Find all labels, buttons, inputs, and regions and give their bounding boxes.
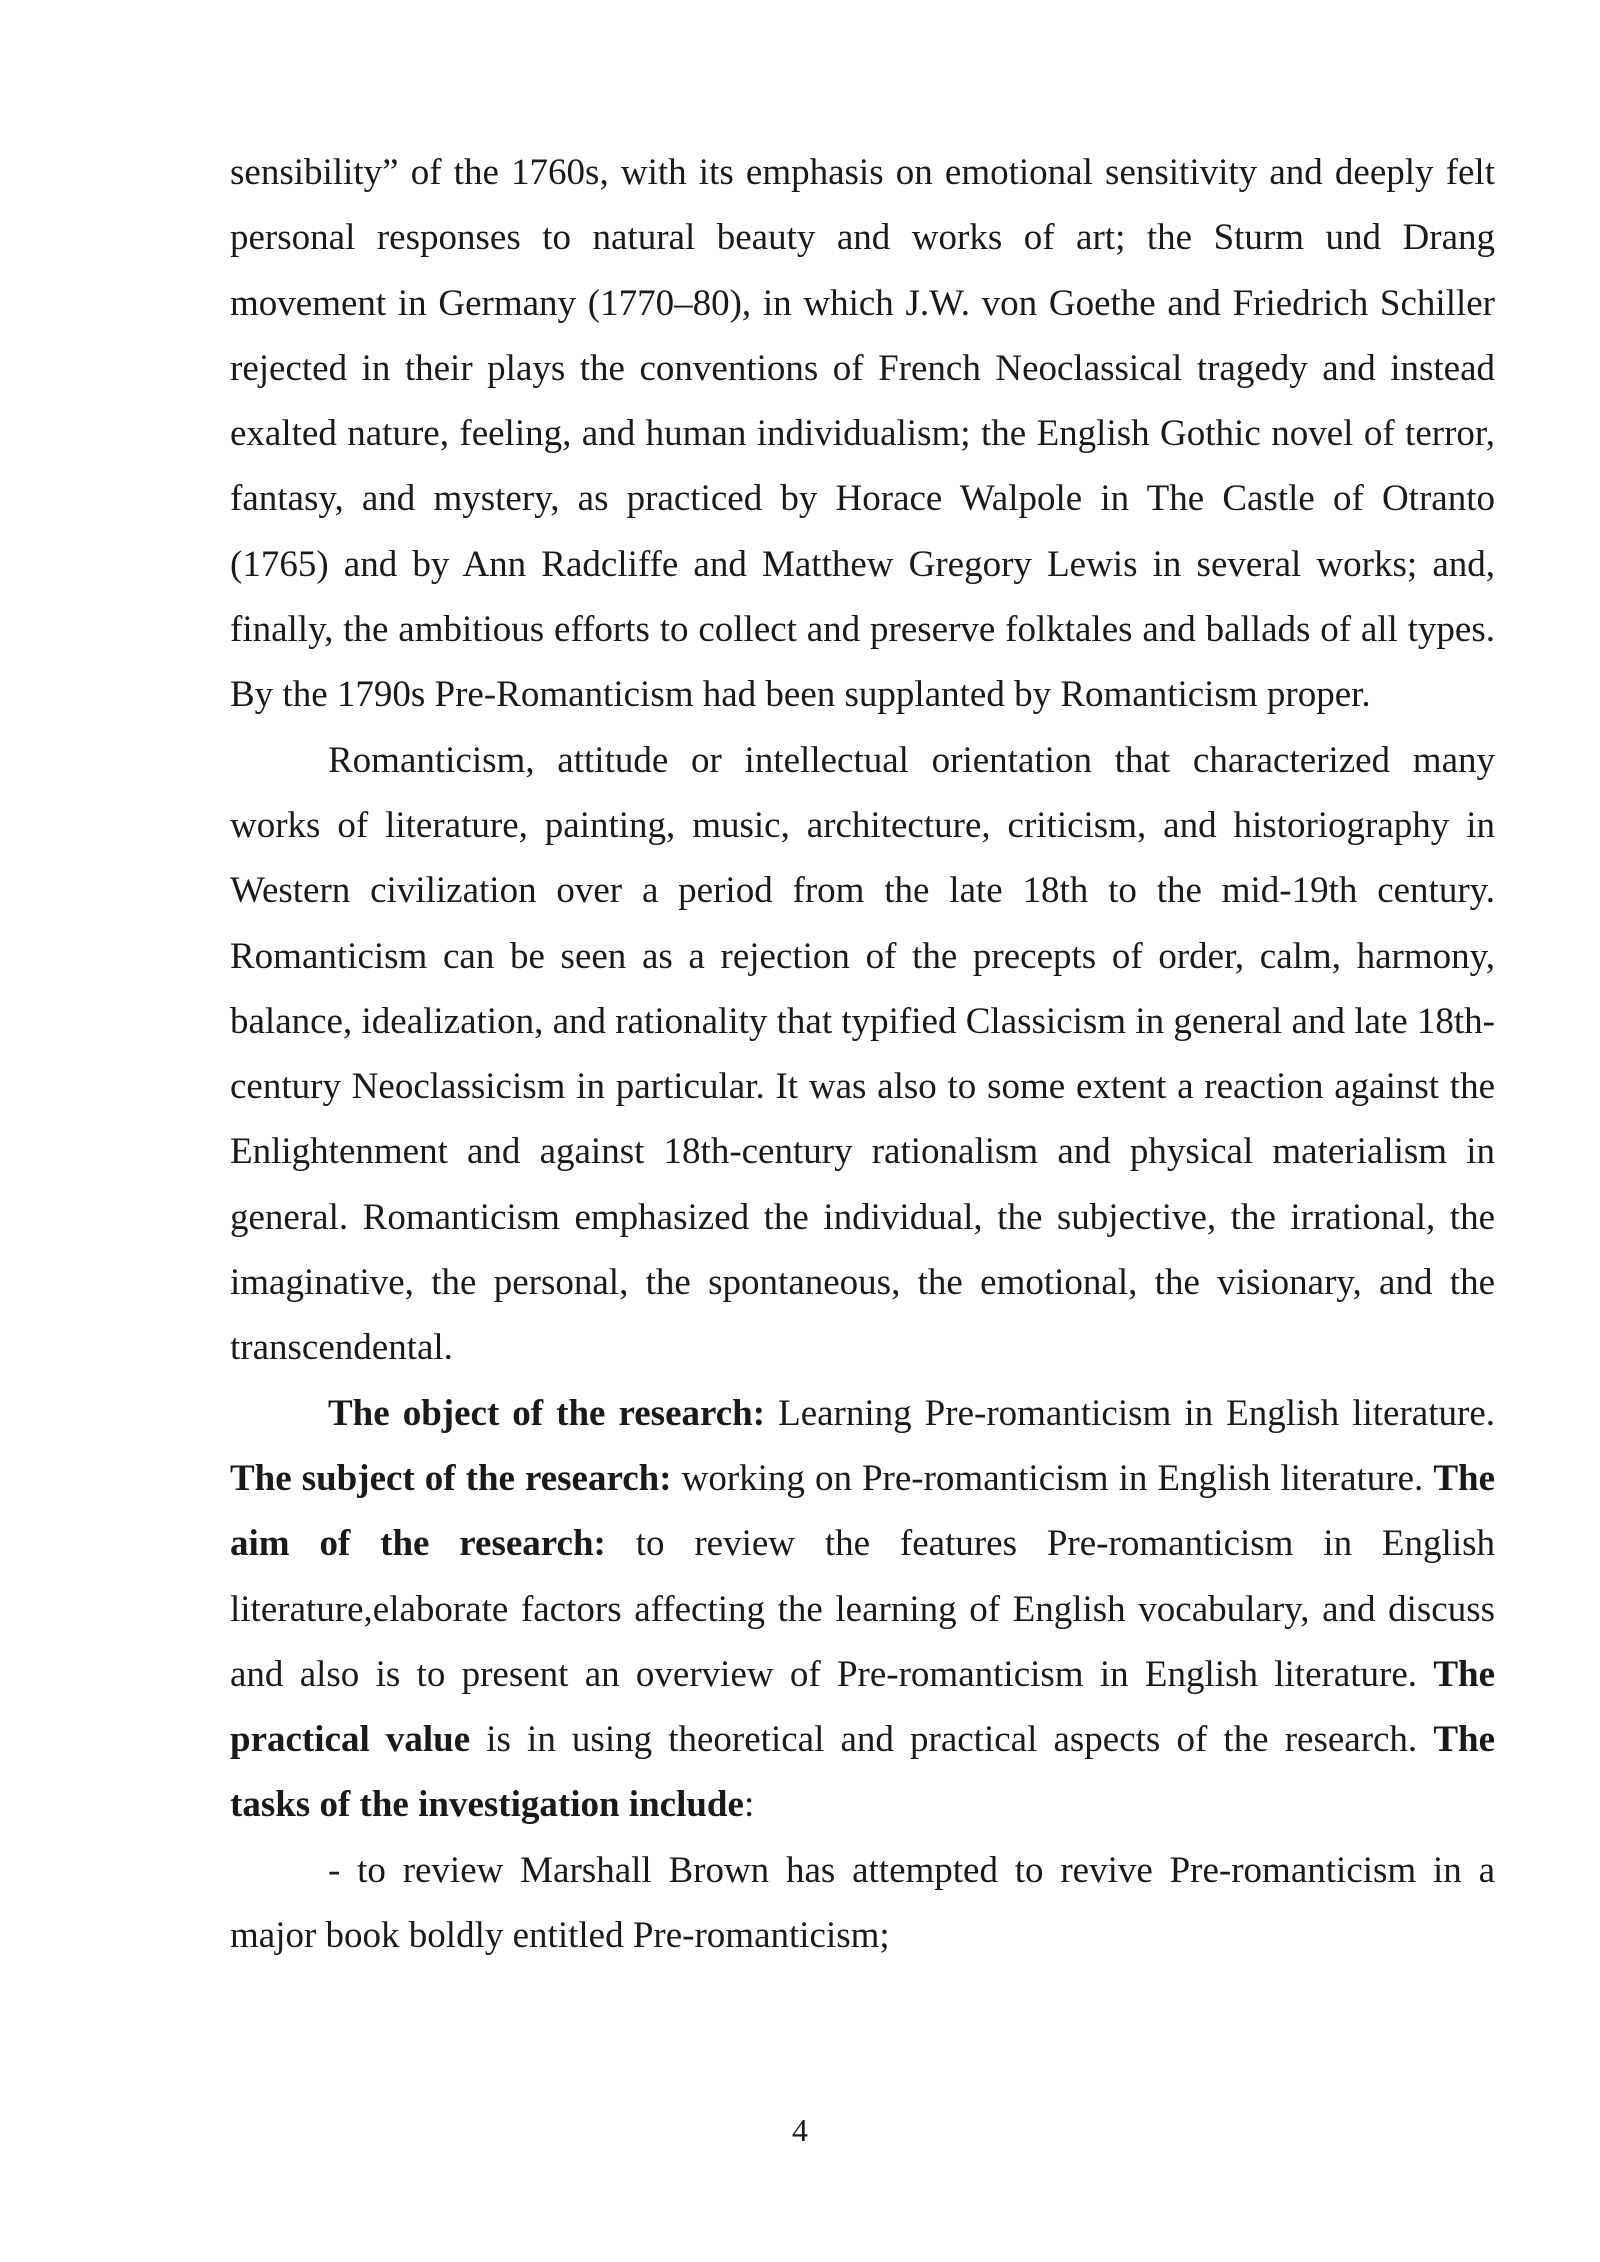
aim-label: The aim of the research:	[230, 1457, 1496, 1565]
subject-text: working on Pre-romanticism in English literature.	[671, 1457, 1424, 1499]
practical-value-label: The practical value	[230, 1653, 1495, 1761]
research-description	[230, 1381, 1495, 1838]
paragraph-pre-romanticism-sources: sensibility” of the 1760s, with its emphasis on emotional sensitivity and deeply felt personal responses to natural beauty and works of art; the Sturm und Drang movement in Germany (1770–80), in which J.W. von Goethe and Friedrich Schiller rejected in their plays the conventions of French Neoclassical tragedy and instead exalted nature, feeling, and human individualism; the English Gothic novel of terror, fantasy, and mystery, as practiced by Horace Walpole in The Castle of Otranto (1765) and by Ann Radcliffe and Matthew Gregory Lewis in several works; and, finally, the ambitious efforts to collect and preserve folktales and ballads of all types. By the 1790s Pre-Romanticism had been supplanted by Romanticism proper.	[230, 152, 1495, 716]
document-page	[230, 140, 1495, 1968]
aim-text: to review the features Pre-romanticism in English literature,elaborate factors affecting the learning of English vocabulary, and discuss and also is to present an overview of Pre-romanticism in English literature.	[230, 1523, 1495, 1695]
object-label: The object of the research:	[328, 1392, 766, 1434]
paragraph-romanticism-definition: Romanticism, attitude or intellectual orientation that characterized many works of literature, painting, music, architecture, criticism, and historiography in Western civilization over a period from the late 18th to the mid-19th century. Romanticism can be seen as a rejection of the precepts of order, calm, harmony, balance, idealization, and rationality that typified Classicism in general and late 18th-century Neoclassicism in particular. It was also to some extent a reaction against the Enlightenment and against 18th-century rationalism and physical materialism in general. Romanticism emphasized the individual, the subjective, the irrational, the imaginative, the personal, the spontaneous, the emotional, the visionary, and the transcendental.	[230, 739, 1495, 1369]
page-number: 4	[792, 2112, 808, 2148]
tasks-colon: :	[743, 1784, 755, 1826]
practical-value-text: is in using theoretical and practical aspects of the research.	[470, 1719, 1418, 1761]
tasks-label: The tasks of the investigation include	[230, 1719, 1495, 1826]
task-item: - to review Marshall Brown has attempted to revive Pre-romanticism in a major book boldly entitled Pre-romanticism;	[230, 1849, 1495, 1957]
object-text: Learning Pre-romanticism in English literature.	[765, 1392, 1495, 1434]
subject-label: The subject of the research:	[230, 1457, 672, 1499]
